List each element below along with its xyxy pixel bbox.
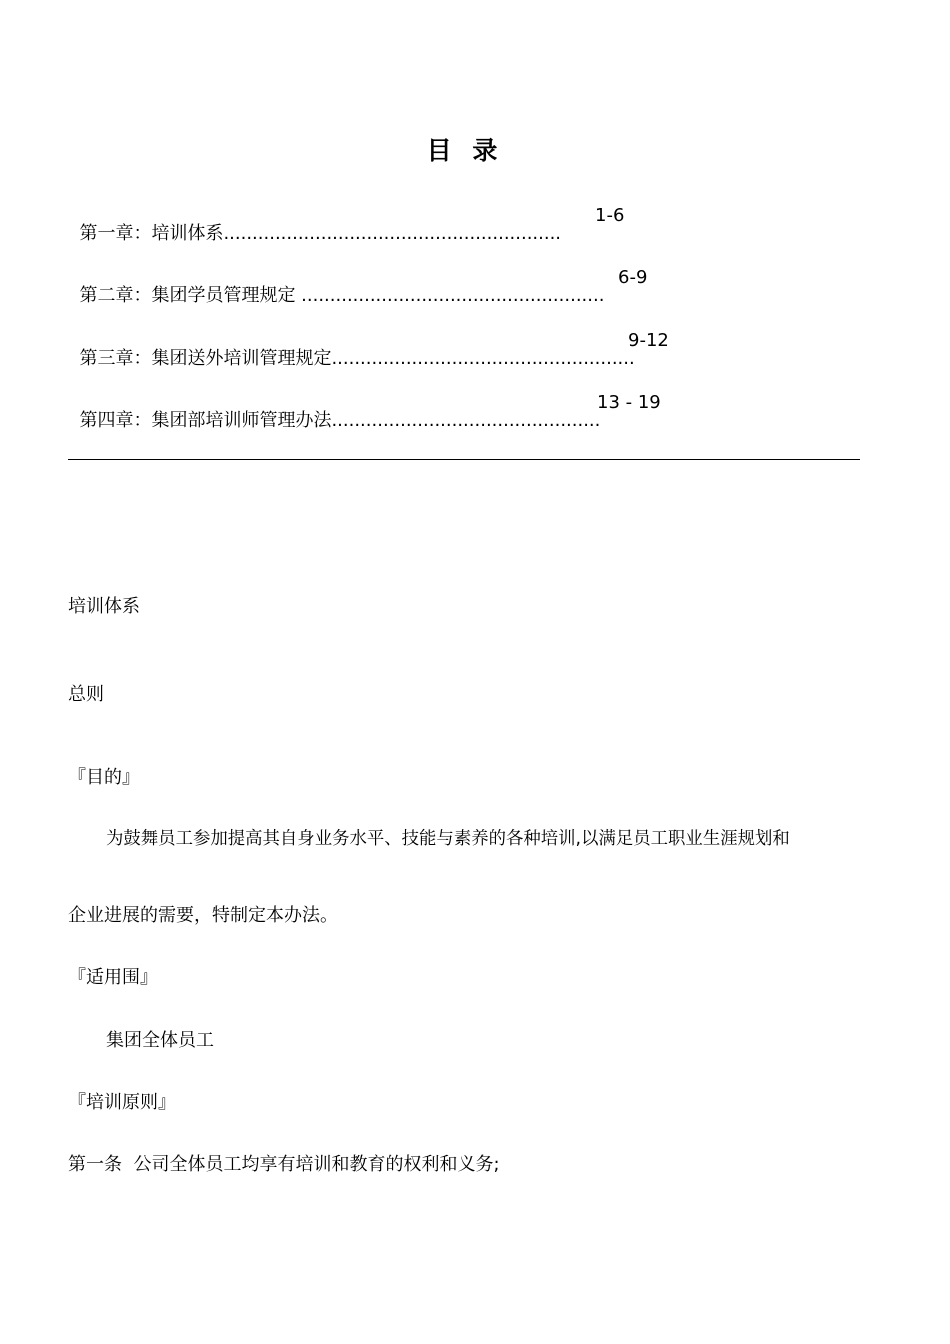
toc-entry-pages: 9-12: [628, 330, 669, 351]
principles-heading: 『培训原则』: [68, 1092, 176, 1113]
toc-entry-leader: ...........................................................: [223, 223, 562, 244]
scope-heading: 『适用围』: [68, 967, 158, 988]
toc-divider: [68, 459, 860, 460]
toc-entry-leader: ...............................................: [331, 410, 601, 431]
toc-title: 目 录: [426, 136, 504, 165]
toc-entry-3[interactable]: [68, 332, 635, 368]
toc-entry-4[interactable]: [68, 394, 600, 430]
toc-entry-chapter: 第三章：集团送外培训管理规定: [79, 348, 332, 369]
scope-text: 集团全体员工: [106, 1030, 214, 1051]
toc-entry-1[interactable]: [68, 207, 561, 243]
toc-entry-chapter: 第一章：培训体系: [79, 223, 224, 244]
toc-entry-chapter: 第四章：集团部培训师管理办法: [79, 410, 332, 431]
article-1: 第一条 公司全体员工均享有培训和教育的权利和义务;: [68, 1154, 500, 1175]
toc-entry-leader: .....................................................: [331, 348, 635, 369]
toc-entry-2[interactable]: [68, 269, 604, 305]
purpose-heading: 『目的』: [68, 767, 140, 788]
toc-entry-pages: 1-6: [595, 205, 625, 226]
toc-entry-pages: 6-9: [618, 267, 648, 288]
purpose-paragraph-line-2: 企业进展的需要，特制定本办法。: [68, 905, 338, 926]
section-title: 培训体系: [68, 596, 140, 617]
subsection-title: 总则: [68, 684, 104, 705]
toc-entry-chapter: 第二章：集团学员管理规定: [79, 285, 296, 306]
purpose-paragraph-line-1: 为鼓舞员工参加提高其自身业务水平、技能与素养的各种培训,以满足员工职业生涯规划和: [106, 829, 790, 849]
toc-entry-pages: 13 - 19: [597, 392, 661, 413]
toc-entry-leader: .....................................................: [295, 285, 605, 306]
